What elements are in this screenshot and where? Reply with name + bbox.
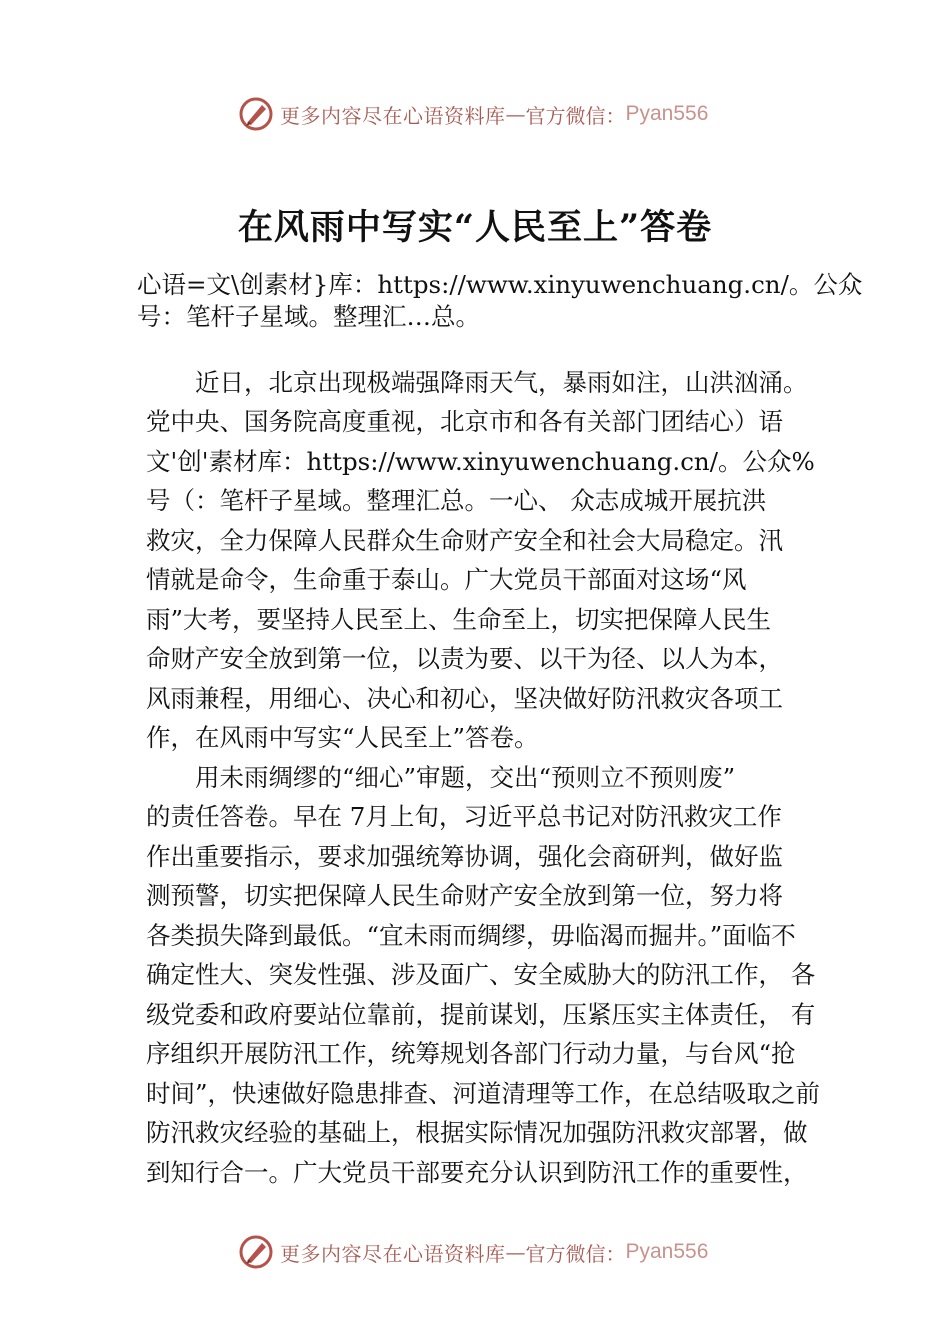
paragraph-line: 序组织开展防汛工作，统筹规划各部门行动力量，与台风“抢 (146, 1039, 796, 1068)
paragraph-line: 级党委和政府要站位靠前，提前谋划，压紧压实主体责任， 有 (146, 1000, 816, 1029)
header-banner (0, 94, 950, 134)
paragraph-line: 时间”，快速做好隐患排查、河道清理等工作，在总结吸取之前 (146, 1079, 821, 1108)
banner-wechat-id: Pyan556 (625, 1240, 709, 1263)
paragraph-line: 雨”大考，要坚持人民至上、生命至上，切实把保障人民生 (146, 605, 772, 634)
paragraph-line: 用未雨绸缪的“细心”审题，交出“预则立不预则废” (195, 763, 736, 792)
banner-slogan: 更多内容尽在心语资料库 (280, 1241, 506, 1266)
pen-logo-icon (238, 1234, 274, 1270)
pen-logo-icon (238, 96, 274, 132)
paragraph-line: 作出重要指示，要求加强统筹协调，强化会商研判，做好监 (146, 842, 783, 871)
document-title: 在风雨中写实“人民至上”答卷 (237, 207, 713, 248)
paragraph-line: 到知行合一。广大党员干部要充分认识到防汛工作的重要性， (146, 1158, 808, 1187)
footer-banner (0, 1232, 950, 1272)
paragraph-line: 文'创'素材库：https://www.xinyuwenchuang.cn/。公众% (146, 447, 815, 476)
paragraph-line: 的责任答卷。早在 7月上旬，习近平总书记对防汛救灾工作 (146, 802, 782, 831)
paragraph-line: 命财产安全放到第一位，以责为要、以干为径、以人为本， (146, 644, 783, 673)
source-line: 号：笔杆子星域。整理汇…总。 (137, 302, 480, 331)
paragraph-line: 测预警，切实把保障人民生命财产安全放到第一位，努力将 (146, 881, 783, 910)
paragraph-line: 号（：笔杆子星域。整理汇总。一心、 众志成城开展抗洪 (146, 486, 767, 515)
source-line: 心语=文\创素材}库：https://www.xinyuwenchuang.cn/。公众 (137, 270, 863, 299)
banner-wechat-label: 官方微信： (525, 1241, 626, 1266)
paragraph-line: 各类损失降到最低。“宜未雨而绸缪，毋临渴而掘井。”面临不 (146, 921, 796, 950)
paragraph-line: 作，在风雨中写实“人民至上”答卷。 (146, 723, 539, 752)
banner-slogan: 更多内容尽在心语资料库 (280, 103, 506, 128)
paragraph-line: 确定性大、突发性强、涉及面广、安全威胁大的防汛工作， 各 (146, 960, 816, 989)
paragraph-line: 情就是命令，生命重于泰山。广大党员干部面对这场“风 (146, 565, 747, 594)
paragraph-line: 近日，北京出现极端强降雨天气，暴雨如注，山洪汹涌。 (195, 368, 808, 397)
paragraph-line: 防汛救灾经验的基础上，根据实际情况加强防汛救灾部署，做 (146, 1118, 808, 1147)
paragraph-line: 风雨兼程，用细心、决心和初心，坚决做好防汛救灾各项工 (146, 684, 783, 713)
banner-separator: — (505, 102, 526, 126)
paragraph-line: 党中央、国务院高度重视，北京市和各有关部门团结心）语 (146, 407, 783, 436)
banner-separator: — (505, 1240, 526, 1264)
banner-wechat-id: Pyan556 (625, 102, 709, 125)
banner-wechat-label: 官方微信： (525, 103, 626, 128)
paragraph-line: 救灾，全力保障人民群众生命财产安全和社会大局稳定。汛 (146, 526, 783, 555)
